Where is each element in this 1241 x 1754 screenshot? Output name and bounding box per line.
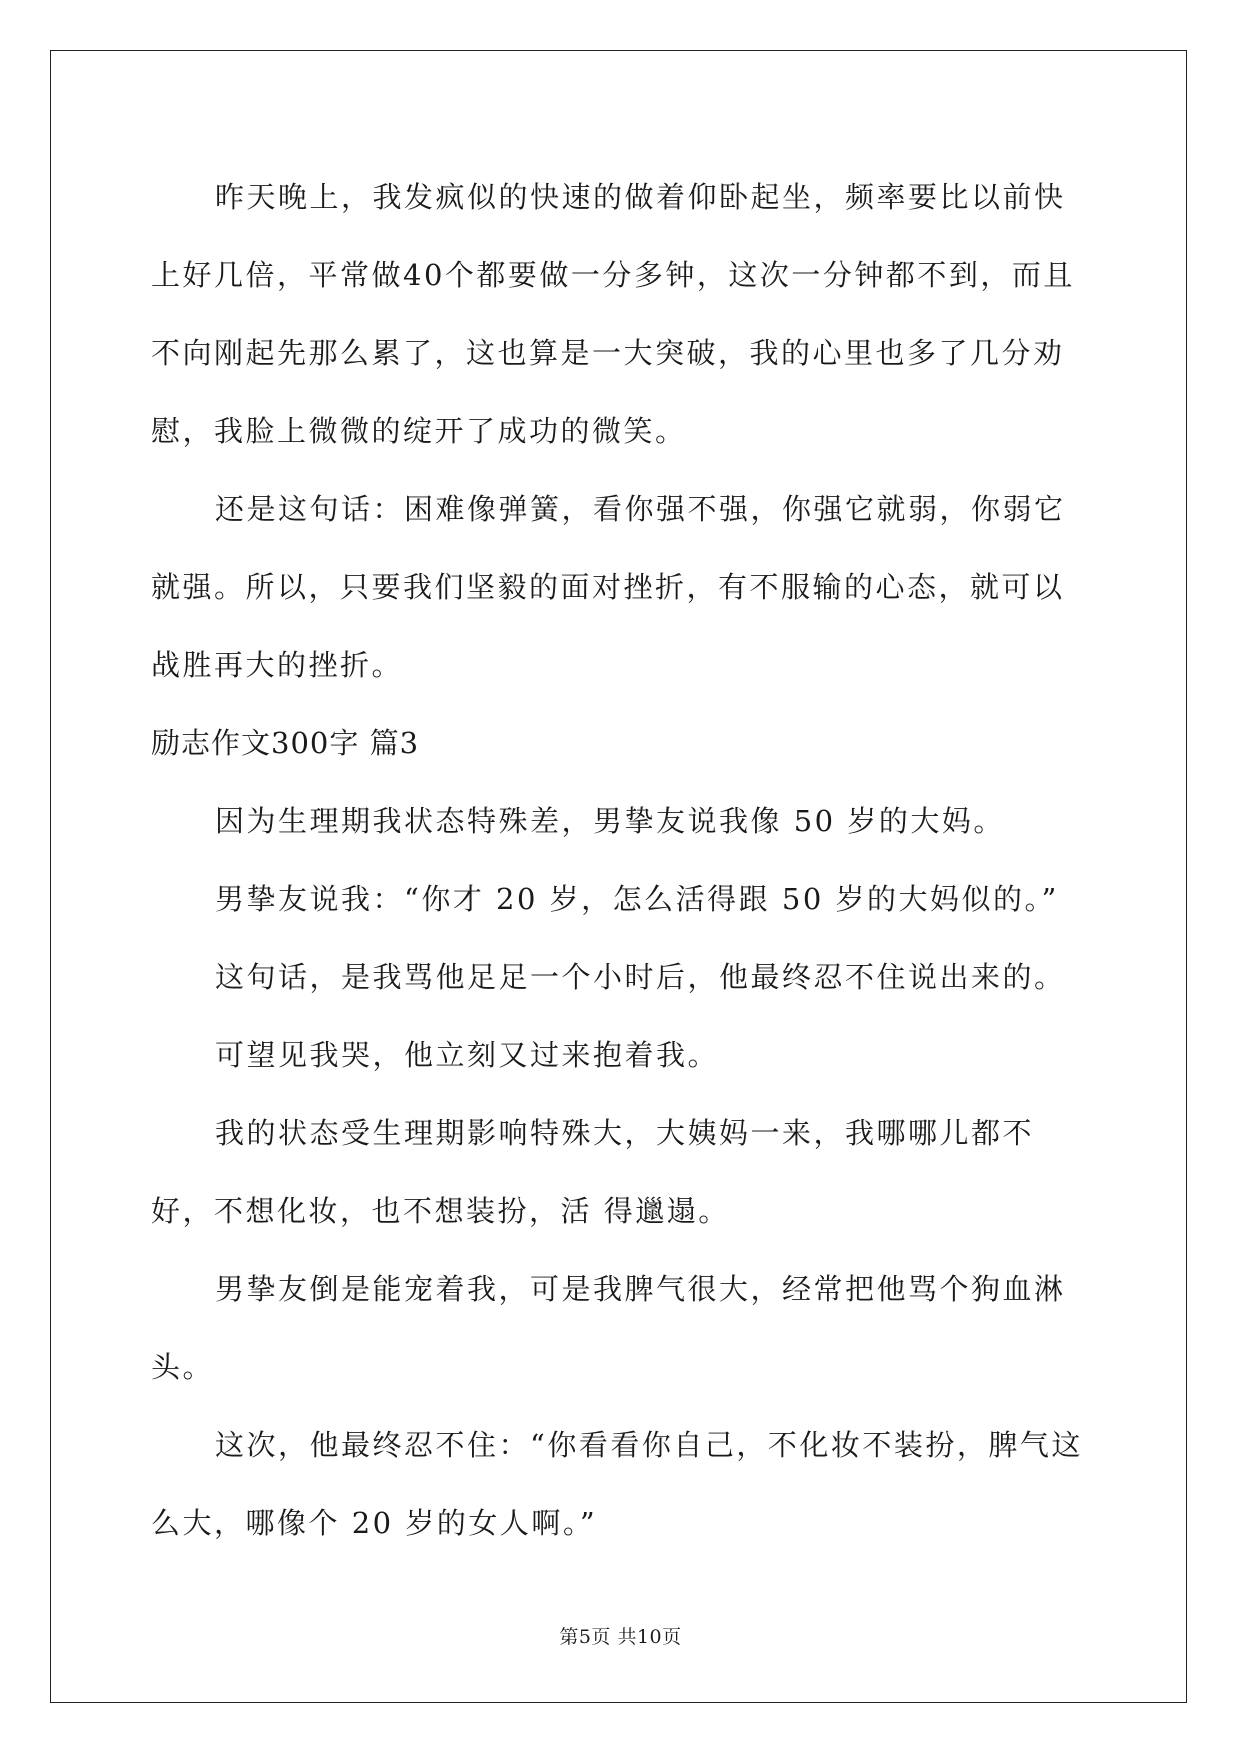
paragraph: 男挚友说我：“你才 20 岁，怎么活得跟 50 岁的大妈似的。”	[215, 882, 1059, 916]
paragraph: 这句话，是我骂他足足一个小时后，他最终忍不住说出来的。	[215, 960, 1066, 994]
page-number: 第5页 共10页	[559, 1626, 682, 1648]
paragraph: 因为生理期我状态特殊差，男挚友说我像 50 岁的大妈。	[215, 804, 1005, 838]
paragraph: 昨天晚上，我发疯似的快速的做着仰卧起坐，频率要比以前快上好几倍，平常做40个都要做一分多钟，这次一分钟都不到，而且不向刚起先那么累了，这也算是一大突破，我的心里也多了几分劝慰，我脸上微微的绽开了成功的微笑。	[151, 180, 1075, 448]
section-heading: 励志作文300字 篇3	[151, 726, 420, 760]
paragraph: 男挚友倒是能宠着我，可是我脾气很大，经常把他骂个狗血淋头。	[151, 1272, 1066, 1384]
document-body	[151, 158, 1091, 1562]
paragraph: 还是这句话：困难像弹簧，看你强不强，你强它就弱，你弱它就强。所以，只要我们坚毅的面对挫折，有不服输的心态，就可以战胜再大的挫折。	[151, 492, 1066, 682]
paragraph: 我的状态受生理期影响特殊大，大姨妈一来，我哪哪儿都不好，不想化妆，也不想装扮，活 得邋遢。	[151, 1116, 1035, 1228]
paragraph: 可望见我哭，他立刻又过来抱着我。	[215, 1038, 720, 1072]
paragraph: 这次，他最终忍不住：“你看看你自己，不化妆不装扮，脾气这么大，哪像个 20 岁的女人啊。”	[151, 1428, 1083, 1540]
